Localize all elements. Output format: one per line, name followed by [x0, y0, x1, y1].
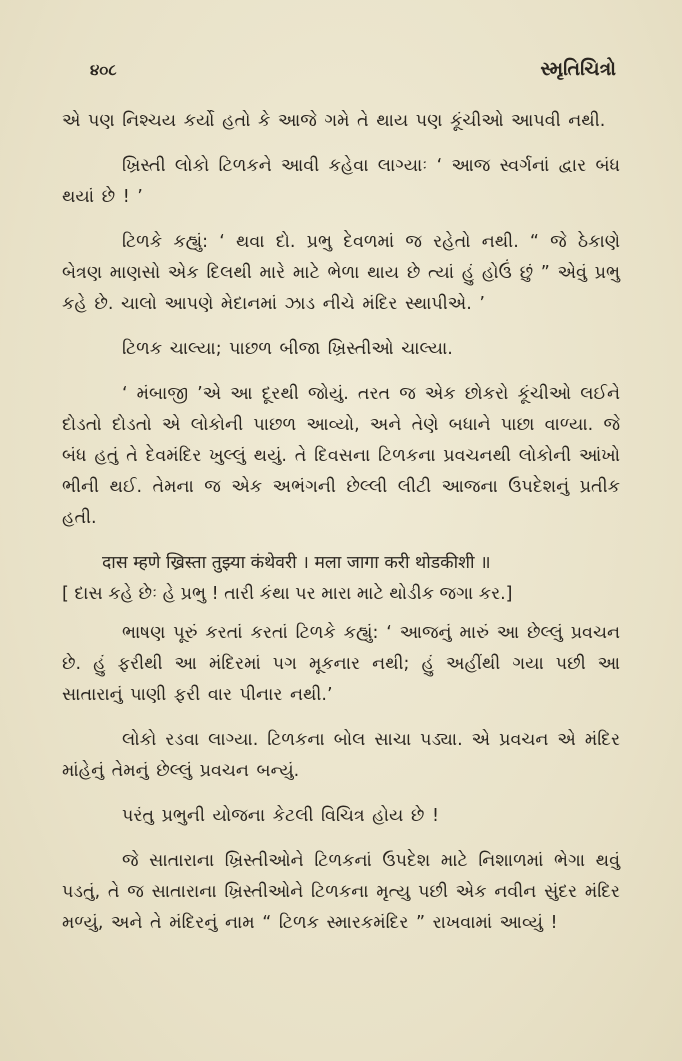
page-header [62, 58, 620, 80]
paragraph-4: ટિળક ચાલ્યા; પાછળ બીજા ખ્રિસ્તીઓ ચાલ્યા. [122, 339, 453, 359]
paragraph-7: લોકો રડવા લાગ્યા. ટિળકના બોલ સાચા પડ્યા. એ પ્રવચન એ મંદિર માંહેનું તેમનું છેલ્લું પ્રવચન બન્યું. [62, 730, 620, 781]
paragraph-9: જે સાતારાના ખ્રિસ્તીઓને ટિળકનાં ઉપદેશ માટે નિશાળમાં ભેગા થવું પડતું, તે જ સાતારાના ખ્રિસ્તીઓને ટિળકના મૃત્યુ પછી એક નવીન સુંદર મંદિર મળ્યું, અને તે મંદિરનું નામ “ ટિળક સ્મારકમંદિર ” રાખવામાં આવ્યું ! [62, 851, 620, 933]
running-title: સ્મૃતિચિત્રો [540, 58, 616, 80]
paragraph-8: પરંતુ પ્રભુની યોજના કેટલી વિચિત્ર હોય છે ! [122, 806, 439, 826]
verse-line: दास म्हणे ख्रिस्ता तुझ्या कंथेवरी । मला जागा करी थोडकीशी ॥ [102, 553, 491, 573]
page-number: ૪૦૮ [90, 61, 117, 79]
paragraph-3: ટિળકે કહ્યું: ‘ થવા દો. પ્રભુ દેવળમાં જ રહેતો નથી. “ જે ઠેકાણે બેત્રણ માણસો એક દિલથી મારે માટે ભેળા થાય છે ત્યાં હું હોઉં છું ” એવું પ્રભુ કહે છે. ચાલો આપણે મેદાનમાં ઝાડ નીચે મંદિર સ્થાપીએ. ’ [62, 232, 620, 314]
paragraph-6: ભાષણ પૂરું કરતાં કરતાં ટિળકે કહ્યું: ‘ આજનું મારું આ છેલ્લું પ્રવચન છે. હું ફરીથી આ મંદિરમાં પગ મૂકનાર નથી; હું અહીંથી ગયા પછી આ સાતારાનું પાણી ફરી વાર પીનાર નથી.’ [62, 623, 620, 705]
paragraph-1: એ પણ નિશ્ચય કર્યો હતો કે આજે ગમે તે થાય પણ કૂંચીઓ આપવી નથી. [62, 111, 606, 131]
paragraph-2: ખ્રિસ્તી લોકો ટિળકને આવી કહેવા લાગ્યાઃ ‘ આજ સ્વર્ગનાં દ્વાર બંધ થયાં છે ! ’ [62, 156, 620, 207]
paragraph-5: ‘ મંબાજી ’એ આ દૂરથી જોયું. તરત જ એક છોકરો કૂંચીઓ લઈને દોડતો દોડતો એ લોકોની પાછળ આવ્યો, અને તેણે બધાને પાછા વાળ્યા. જે બંધ હતું તે દેવમંદિર ખુલ્લું થયું. તે દિવસના ટિળકના પ્રવચનથી લોકોની આંખો ભીની થઈ. તેમના જ એક અભંગની છેલ્લી લીટી આજના ઉપદેશનું પ્રતીક હતી. [62, 384, 620, 528]
verse-translation: [ દાસ કહે છેઃ હે પ્રભુ ! તારી કંથા પર મારા માટે થોડીક જગા કર.] [62, 584, 513, 604]
